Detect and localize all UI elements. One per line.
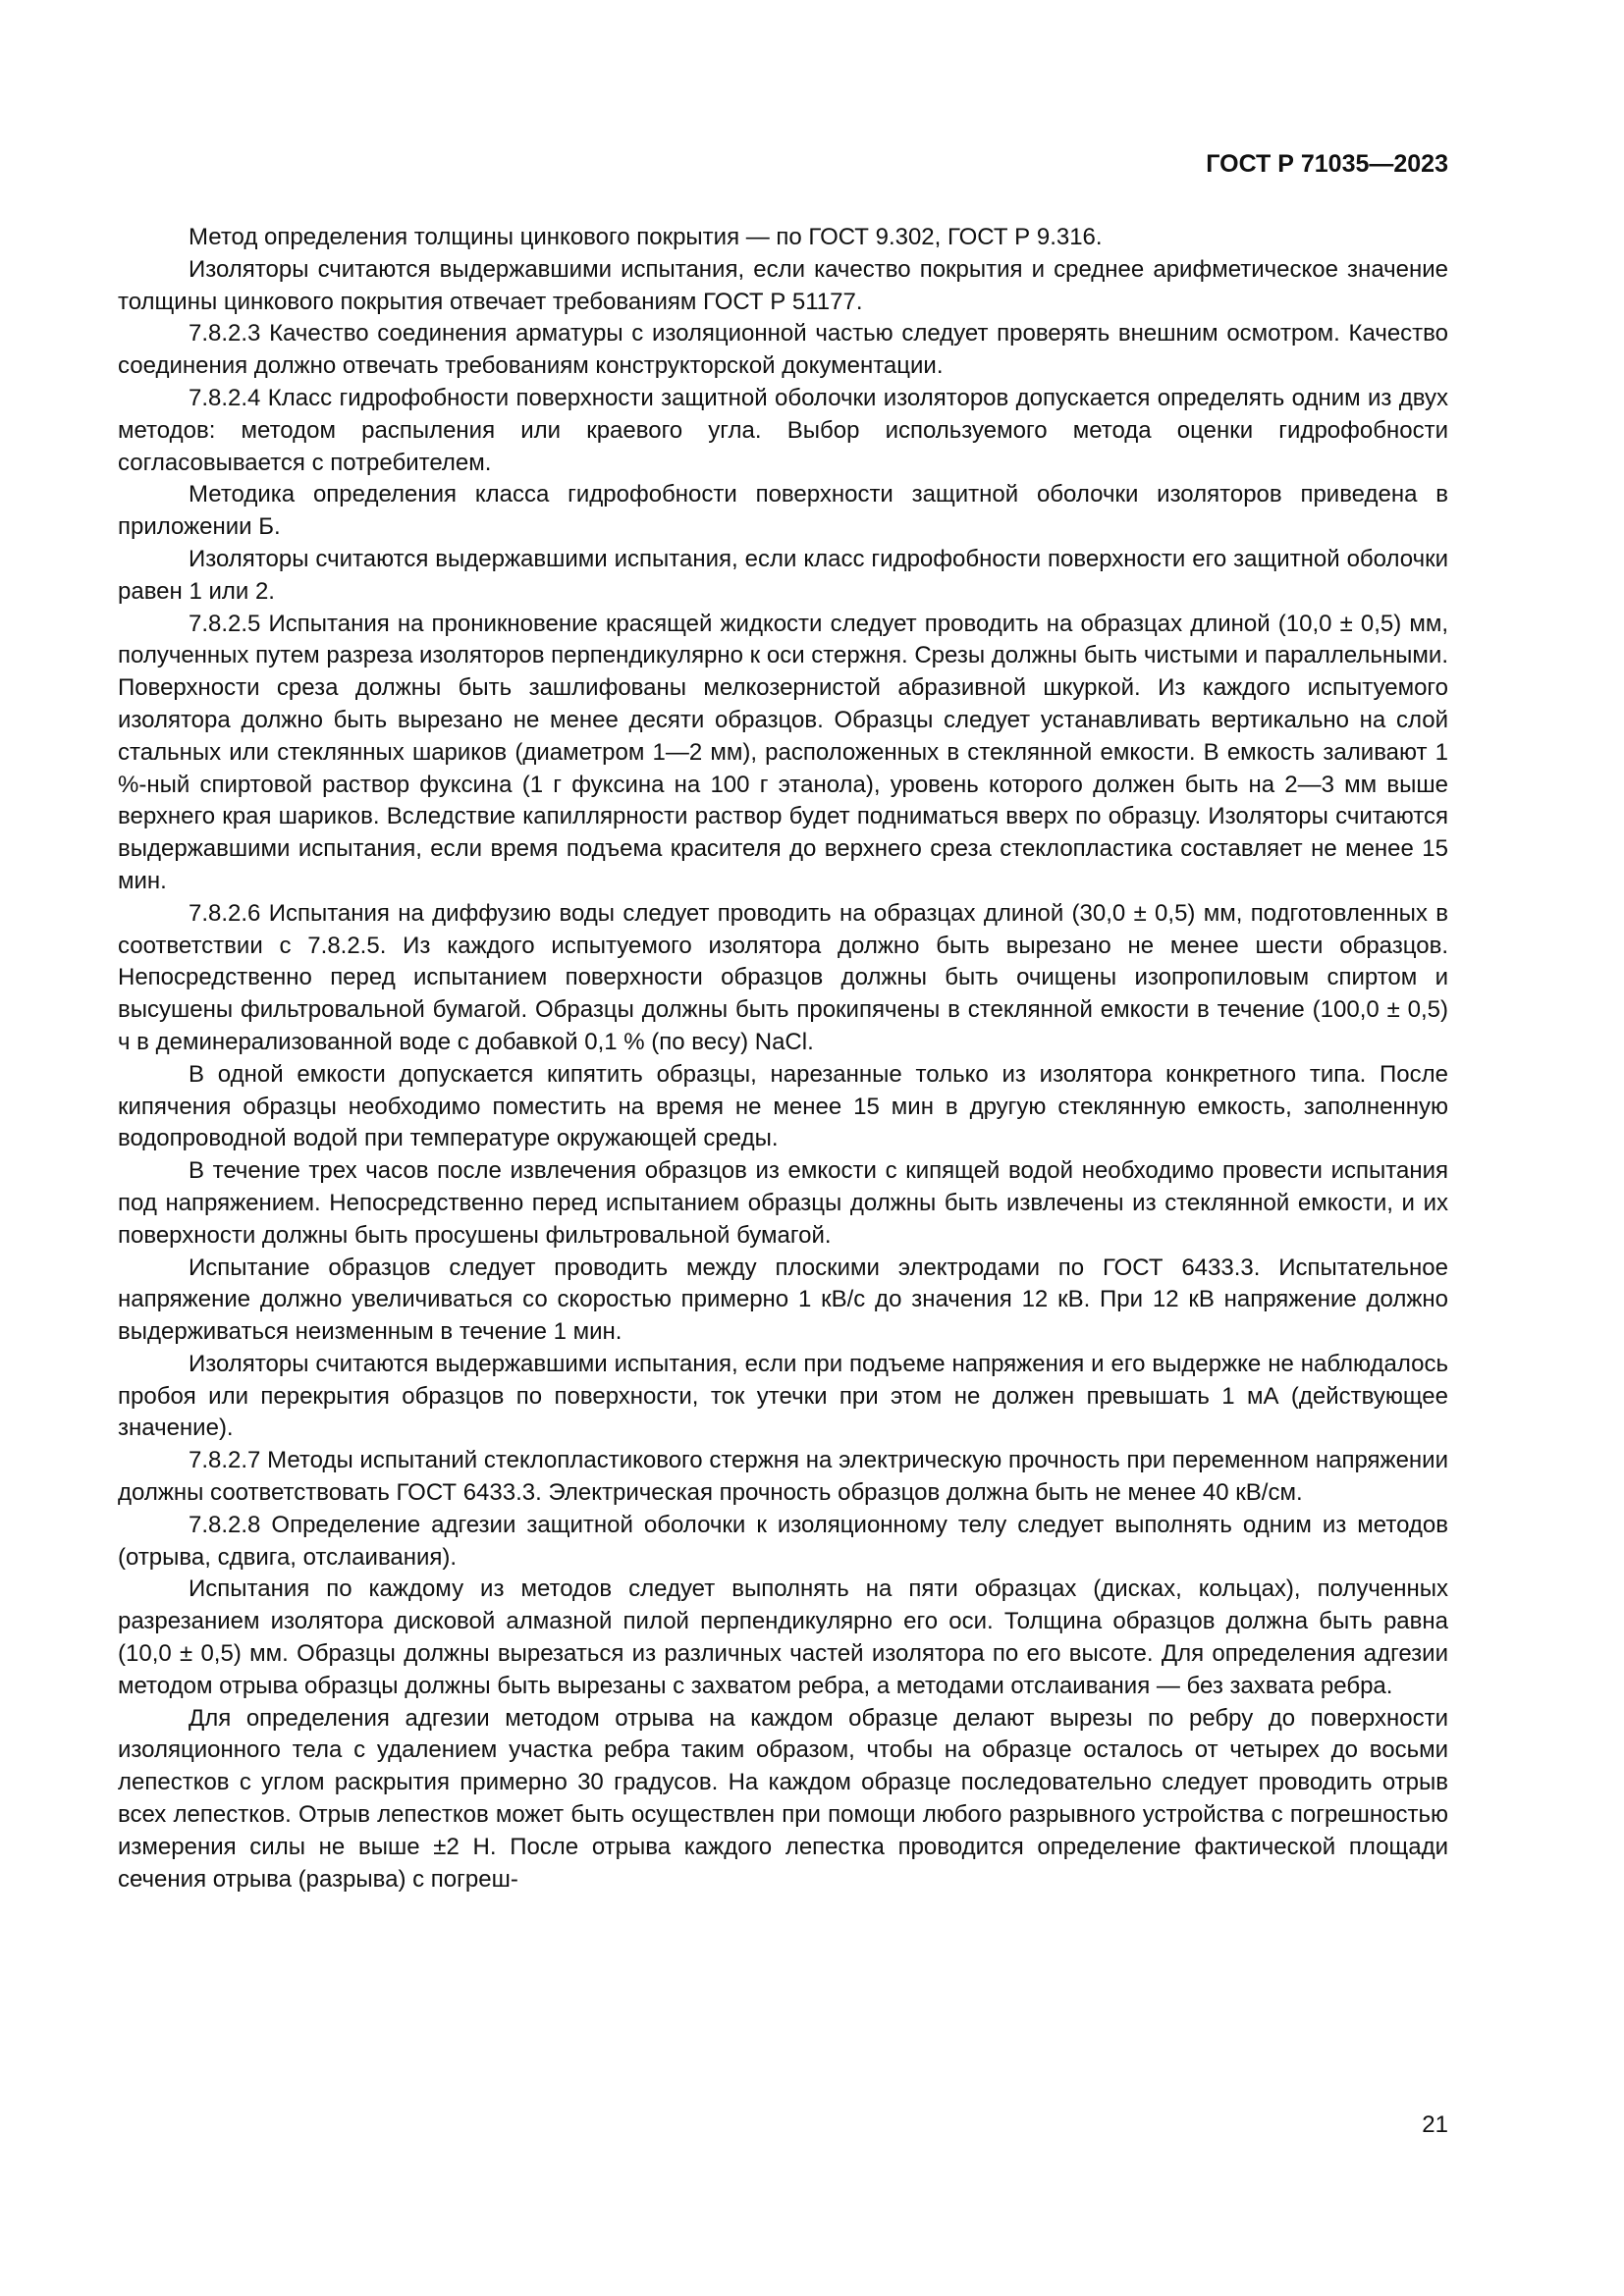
- document-number-header: ГОСТ Р 71035—2023: [1206, 150, 1448, 178]
- paragraph: 7.8.2.4 Класс гидрофобности поверхности защитной оболочки изоляторов допускается определять одним из двух методов: методом распыления или краевого угла. Выбор используемого метода оценки гидрофобности согласовывается с потребителем.: [118, 384, 1448, 476]
- paragraph: В одной емкости допускается кипятить образцы, нарезанные только из изолятора конкретного типа. После кипячения образцы необходимо поместить на время не менее 15 мин в другую стеклянную емкость, заполненную водопроводной водой при температуре окружающей среды.: [118, 1060, 1448, 1152]
- paragraph: В течение трех часов после извлечения образцов из емкости с кипящей водой необходимо провести испытания под напряжением. Непосредственно перед испытанием образцы должны быть извлечены из стеклянной емкости, и их поверхности должны быть просушены фильтровальной бумагой.: [118, 1157, 1448, 1249]
- paragraph: Изоляторы считаются выдержавшими испытания, если при подъеме напряжения и его выдержке не наблюдалось пробоя или перекрытия образцов по поверхности, ток утечки при этом не должен превышать 1 мА (действующее значение).: [118, 1350, 1448, 1442]
- paragraph: Испытания по каждому из методов следует выполнять на пяти образцах (дисках, кольцах), полученных разрезанием изолятора дисковой алмазной пилой перпендикулярно его оси. Толщина образцов должна быть равна (10,0 ± 0,5) мм. Образцы должны вырезаться из различных частей изолятора по его высоте. Для определения адгезии методом отрыва образцы должны быть вырезаны с захватом ребра, а методами отслаивания — без захвата ребра.: [118, 1575, 1448, 1699]
- paragraph: Изоляторы считаются выдержавшими испытания, если качество покрытия и среднее арифметическое значение толщины цинкового покрытия отвечает требованиям ГОСТ Р 51177.: [118, 255, 1448, 315]
- document-body: [118, 222, 1448, 1896]
- paragraph: 7.8.2.5 Испытания на проникновение красящей жидкости следует проводить на образцах длиной (10,0 ± 0,5) мм, полученных путем разреза изоляторов перпендикулярно к оси стержня. Срезы должны быть чистыми и параллельными. Поверхности среза должны быть зашлифованы мелкозернистой абразивной шкуркой. Из каждого испытуемого изолятора должно быть вырезано не менее десяти образцов. Образцы следует устанавливать вертикально на слой стальных или стеклянных шариков (диаметром 1—2 мм), расположенных в стеклянной емкости. В емкость заливают 1 %-ный спиртовой раствор фуксина (1 г фуксина на 100 г этанола), уровень которого должен быть на 2—3 мм выше верхнего края шариков. Вследствие капиллярности раствор будет подниматься вверх по образцу. Изоляторы считаются выдержавшими испытания, если время подъема красителя до верхнего среза стеклопластика составляет не менее 15 мин.: [118, 610, 1448, 894]
- paragraph: Для определения адгезии методом отрыва на каждом образце делают вырезы по ребру до поверхности изоляционного тела с удалением участка ребра таким образом, чтобы на образце осталось от четырех до восьми лепестков с углом раскрытия примерно 30 градусов. На каждом образце последовательно следует проводить отрыв всех лепестков. Отрыв лепестков может быть осуществлен при помощи любого разрывного устройства с погрешностью измерения силы не выше ±2 Н. После отрыва каждого лепестка проводится определение фактической площади сечения отрыва (разрыва) с погреш-: [118, 1704, 1448, 1893]
- paragraph: 7.8.2.8 Определение адгезии защитной оболочки к изоляционному телу следует выполнять одним из методов (отрыва, сдвига, отслаивания).: [118, 1511, 1448, 1571]
- paragraph: Изоляторы считаются выдержавшими испытания, если класс гидрофобности поверхности его защитной оболочки равен 1 или 2.: [118, 545, 1448, 605]
- paragraph: 7.8.2.6 Испытания на диффузию воды следует проводить на образцах длиной (30,0 ± 0,5) мм, подготовленных в соответствии с 7.8.2.5. Из каждого испытуемого изолятора должно быть вырезано не менее шести образцов. Непосредственно перед испытанием поверхности образцов должны быть очищены изопропиловым спиртом и высушены фильтровальной бумагой. Образцы должны быть прокипячены в стеклянной емкости в течение (100,0 ± 0,5) ч в деминерализованной воде с добавкой 0,1 % (по весу) NaCl.: [118, 899, 1448, 1055]
- paragraph: Испытание образцов следует проводить между плоскими электродами по ГОСТ 6433.3. Испытательное напряжение должно увеличиваться со скоростью примерно 1 кВ/с до значения 12 кВ. При 12 кВ напряжение должно выдерживаться неизменным в течение 1 мин.: [118, 1254, 1448, 1346]
- paragraph: 7.8.2.7 Методы испытаний стеклопластикового стержня на электрическую прочность при переменном напряжении должны соответствовать ГОСТ 6433.3. Электрическая прочность образцов должна быть не менее 40 кВ/см.: [118, 1447, 1448, 1507]
- paragraph: Методика определения класса гидрофобности поверхности защитной оболочки изоляторов приведена в приложении Б.: [118, 481, 1448, 541]
- page-number: 21: [1422, 2111, 1448, 2138]
- paragraph: 7.8.2.3 Качество соединения арматуры с изоляционной частью следует проверять внешним осмотром. Качество соединения должно отвечать требованиям конструкторской документации.: [118, 320, 1448, 380]
- paragraph: Метод определения толщины цинкового покрытия — по ГОСТ 9.302, ГОСТ Р 9.316.: [189, 224, 1103, 250]
